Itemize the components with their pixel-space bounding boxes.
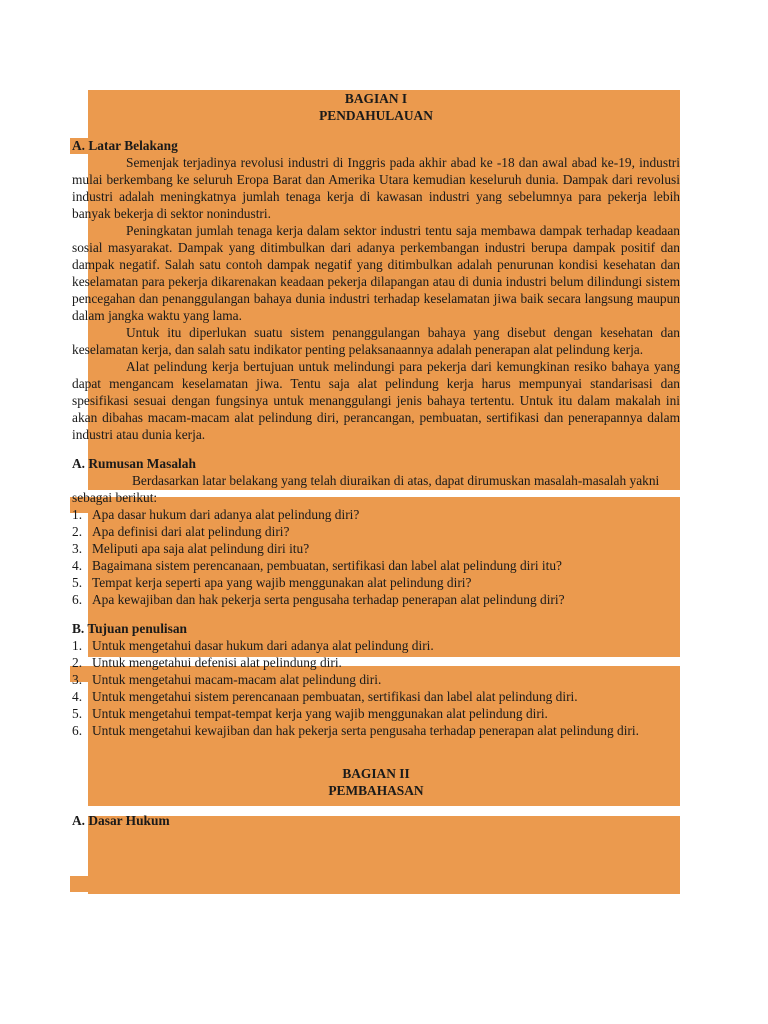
rumusan-list [72,506,680,608]
latar-paragraph: Alat pelindung kerja bertujuan untuk melindungi para pekerja dari kemungkinan resiko bahaya yang dapat mengancam keselamatan jiwa. Tentu saja alat pelindung kerja harus mempunyai standarisasi dan spesifikasi sesuai dengan fungsinya untuk menanggulangi jenis bahaya tertentu. Untuk itu dalam makalah ini akan dibahas macam-macam alat pelindung diri, perancangan, pembuatan, sertifikasi dan penerapannya dalam industri atau dunia kerja. [72,359,680,442]
latar-paragraph: Semenjak terjadinya revolusi industri di Inggris pada akhir abad ke -18 dan awal abad ke-19, industri mulai berkembang ke seluruh Eropa Barat dan Amerika Utara kemudian keseluruh dunia. Dampak dari revolusi industri adalah meningkatnya jumlah tenaga kerja di kawasan industri yang sebelumnya para pekerja lebih banyak bekerja di sektor nonindustri. [72,155,680,221]
rumusan-heading: A. Rumusan Masalah [72,456,196,471]
part2-title: BAGIAN II [342,766,410,781]
highlight-band [70,876,190,892]
tujuan-heading: B. Tujuan penulisan [72,621,188,636]
part1-title: BAGIAN I [344,91,408,106]
rumusan-intro: Berdasarkan latar belakang yang telah diuraikan di atas, dapat dirumuskan masalah-masalah yakni sebagai berikut: [72,473,660,505]
list-item: 3. Untuk mengetahui macam-macam alat pelindung diri. [72,672,382,687]
list-item: 5. Untuk mengetahui tempat-tempat kerja yang wajib menggunakan alat pelindung diri. [72,706,548,721]
list-item: 2. Untuk mengetahui defenisi alat pelindung diri. [72,655,342,670]
list-item: 4. Untuk mengetahui sistem perencanaan pembuatan, sertifikasi dan label alat pelindung diri. [72,689,578,704]
document-content [72,90,680,829]
dasar-hukum-heading: A. Dasar Hukum [72,813,170,828]
latar-paragraph: Peningkatan jumlah tenaga kerja dalam sektor industri tentu saja membawa dampak terhadap keadaan sosial masyarakat. Dampak yang ditimbulkan dari adanya perkembangan industri berupa dampak positif dan dampak negatif. Salah satu contoh dampak negatif yang ditimbulkan adalah penurunan kondisi kesehatan dan keselamatan para pekerja dikarenakan keadaan pekerja dilapangan atau di dunia industri belum dilindungi sistem pencegahan dan penanggulangan bahaya dunia industri terhadap keselamatan jiwa baik secara langsung maupun dalam jangka waktu yang lama. [72,223,680,323]
part2-subtitle: PEMBAHASAN [328,783,424,798]
list-item: 1. Apa dasar hukum dari adanya alat pelindung diri? [72,507,360,522]
list-item: 4. Bagaimana sistem perencanaan, pembuatan, sertifikasi dan label alat pelindung diri itu? [72,558,562,573]
latar-paragraph: Untuk itu diperlukan suatu sistem penanggulangan bahaya yang disebut dengan kesehatan dan keselamatan kerja, dan salah satu indikator penting pelaksanaannya adalah penerapan alat pelindung kerja. [72,325,680,357]
latar-heading: A. Latar Belakang [72,138,178,153]
part1-subtitle: PENDAHULAUAN [319,108,433,123]
list-item: 5. Tempat kerja seperti apa yang wajib menggunakan alat pelindung diri? [72,575,472,590]
list-item: 3. Meliputi apa saja alat pelindung diri itu? [72,541,310,556]
list-item: 1. Untuk mengetahui dasar hukum dari adanya alat pelindung diri. [72,638,434,653]
tujuan-list [72,637,680,739]
list-item: 6. Untuk mengetahui kewajiban dan hak pekerja serta pengusaha terhadap penerapan alat pelindung diri. [72,723,639,738]
list-item: 2. Apa definisi dari alat pelindung diri? [72,524,290,539]
list-item: 6. Apa kewajiban dan hak pekerja serta pengusaha terhadap penerapan alat pelindung diri? [72,592,565,607]
